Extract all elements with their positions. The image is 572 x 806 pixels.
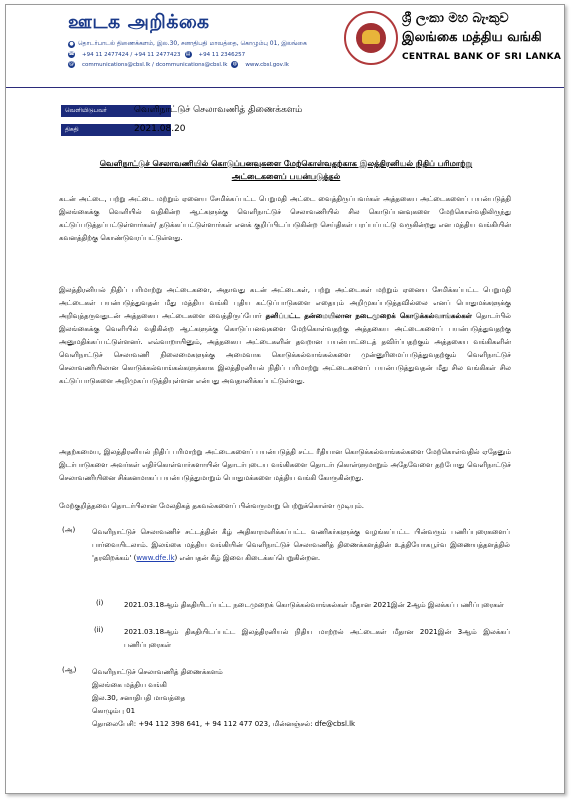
contact-street: இல.30, சனாதிபதி மாவத்தை xyxy=(92,694,186,702)
contact-department: வெளிநாட்டுச் செலாவணித் திணைக்களம் xyxy=(92,668,223,676)
fax-text: +94 11 2346257 xyxy=(198,51,246,58)
contact-bank: இலங்கை மத்திய வங்கி xyxy=(92,681,167,689)
item-b-label: (ஆ) xyxy=(62,666,77,674)
title-line-2: அட்டைகளைப் பயன்படுத்தல் xyxy=(231,172,341,181)
web-icon: ◍ xyxy=(232,61,238,67)
paragraph-4: மேற்குறித்தவை தொடர்பிலான மேலதிகத் தகவல்களைப் பின்வருமாறு பெற்றுக்கொள்ள முடியும். xyxy=(59,502,364,510)
bank-name-english: CENTRAL BANK OF SRI LANKA xyxy=(402,52,562,62)
press-release-page xyxy=(5,4,565,794)
phone-icon: ☎ xyxy=(68,51,75,57)
bank-name-sinhala: ශ්‍රී ලංකා මහ බැංකුව xyxy=(402,11,509,26)
cbsl-seal-logo xyxy=(344,11,398,65)
sub-item-ii-text: 2021.03.18ஆம் திகதியிடப்பட்ட இலத்திரனியல் நிதிய மாற்றல் அட்டைகள் மீதான 2021இன் 3ஆம் இலக்கப் பணிப்புரைகள் xyxy=(124,628,510,649)
contact-phone-email: தொலைபேசி: +94 112 398 641, + 94 112 477 023, மின்னஞ்சல்: dfe@cbsl.lk xyxy=(92,720,356,728)
email-icon: @ xyxy=(69,61,74,67)
date-label: திகதி xyxy=(61,124,171,136)
phone-text: +94 11 2477424 / +94 11 2477423 xyxy=(82,51,181,58)
paragraph-2: இலத்திரனியல் நிதிப் பரிமாற்று அட்டைகளை, அதாவது கடன் அட்டைகள், பற்று அட்டைகள் மற்றும் ஏனைய சேமிக்கப்பட்ட பெறுமதி அட்டைகள் பயன்படுத்துவதன் மீது மத்திய வங்கி புதிய கட்டுப்பாடுகளை எதையும் அறிமுகப்படுத்தவில்லை எனப் பொதுமக்களுக்கு அறிவுத்தருவதுடன் அத்தகைய அட்டைகளை வைத்திருப்போர் தனிப்பட்ட தன்மையிலான நடைமுறைக் கொடுக்கல்வாங்கல்கள் தொடர்பில் இலங்கைக்கு வெளியில் வதிகின்ற ஆட்களுக்கு கொடுப்பனவுகளை மேற்கொள்வதற்கு அத்தகைய அட்டைகளைப் பயன்படுத்துவதற்கு அனுமதிக்கப்பட்டுள்ளனர். எவ்வாறாயினும், அத்தகைய அட்டைகளின் தவறான பயன்பாட்டைத் தவிர்ப்பதற்கும் அத்தகைய வங்கிகளின் வெளிநாட்டுச் செலாவணி நிலைமைகளுக்கு அமைவாக கொடுக்கல்வாங்கல்களை முன்னுரிமைப்படுத்துவதற்கும் வெளிநாட்டுச் செலாவணியிலான கொடுக்கல்வாங்கல்களுக்காக இலத்திரனியல் நிதிப் பரிமாற்று அட்டைகளைப் பயன்படுத்துவதன் மீது சில வங்கிகள் சில கட்டுப்பாடுகளை அறிமுகப்படுத்தியுள்ளன என்பது அவதானிக்கப்பட்டுள்ளது. xyxy=(59,286,511,385)
item-a-label: (அ) xyxy=(62,526,76,534)
sub-item-i-text: 2021.03.18ஆம் திகதியிடப்பட்ட நடைமுறைக் கொடுக்கல்வாங்கல்கள் மீதான 2021இன் 2ஆம் இலக்கப் பணிப்புரைகள் xyxy=(124,601,504,609)
contact-block xyxy=(92,666,355,731)
masthead-left xyxy=(68,11,328,68)
sub-item-i-label: (i) xyxy=(96,599,104,607)
contact-city: கொழும்பு 01 xyxy=(92,707,136,715)
header-divider xyxy=(6,87,564,88)
location-icon: ● xyxy=(69,40,74,47)
paragraph-1: கடன் அட்டை, பற்று அட்டை மற்றும் ஏனைய சேமிக்கப்பட்ட பெறுமதி அட்டை வைத்திருப்பவர்கள் அத்தகைய அட்டைகளைப் பயன்படுத்தி இலங்கைக்கு வெளியில் வதிகின்ற ஆட்களுக்கு வெளிநாட்டுச் செலாவணியில் சில கொடுப்பனவுகளை மேற்கொள்வதிலிருந்து கட்டுப்படுத்தப்பட்டுள்ளார்கள்/ தடுக்கப்பட்டுள்ளார்கள் எனக் குறிப்பிடப்படுகின்ற செய்திகள் பரப்பப்பட்டு வருகின்றது என மத்திய வங்கியின் கவனத்திற்கு கொண்டுவரப்பட்டுள்ளது. xyxy=(59,195,511,242)
bank-name-tamil: இலங்கை மத்திய வங்கி xyxy=(402,30,542,45)
release-title xyxy=(66,157,506,183)
lion-emblem-icon xyxy=(362,30,380,44)
address-text: தொடர்பாடல் திணைக்களம், இல.30, சனாதிபதி மாவத்தை, கொழும்பு 01, இலங்கை xyxy=(78,40,307,47)
item-a-text: வெளிநாட்டுச் செலாவணிச் சட்டத்தின் கீழ் அதிகாரமளிக்கப்பட்ட வணிகர்களுக்கு வழங்கப்பட்ட பின்வரும் பணிப்புரைகளைப் பார்வையிடலாம். இலங்கை மத்திய வங்கியின் வெளிநாட்டுச் செலாவணித் திணைக்களத்தின் உத்தியோகபூர்வ இணையத்தளத்தில் 'தரவிறக்கம்' (www.dfe.lk) என்பதன் கீழ் இவை கிடைக்கப்பெறுகின்றன. xyxy=(92,528,510,562)
email-text[interactable]: communications@cbsl.lk / dcommunications@cbsl.lk xyxy=(82,61,228,68)
dfe-website-link[interactable]: www.dfe.lk xyxy=(136,554,175,562)
date-value: 2021.08.20 xyxy=(134,124,186,134)
issued-by-value: வெளிநாட்டுச் செலாவணித் திணைக்களம் xyxy=(134,105,303,115)
fax-icon: ▤ xyxy=(185,51,191,57)
website-link[interactable]: www.cbsl.gov.lk xyxy=(245,61,289,68)
paragraph-3: அதற்கமைய, இலத்திரனியல் நிதிப் பரிமாற்று அட்டைகளைப் பயன்படுத்தி சட்ட ரீதியான கொடுக்கல்வாங்கல்களை மேற்கொள்வதில் ஏதேனும் இடர்பாடுகளை அவர்கள் எதிர்கொள்வார்களாயின் தொடர்புடைய வங்கிகளை தொடர்புகொள்ளுமாறும் அதேவேளை தற்போது வெளிநாட்டுச் செலாவணியினை சிக்கனமாகப் பயன்படுத்துமாறும் பொதுமக்களை மத்திய வங்கி கோருகின்றது. xyxy=(59,448,511,482)
issued-by-label: வெளியிடுபவர் xyxy=(61,105,171,117)
masthead-right xyxy=(402,11,562,62)
press-release-heading: ஊடக அறிக்கை xyxy=(68,11,210,33)
title-line-1: வெளிநாட்டுச் செலாவணியில் கொடுப்பனவுகளை மேற்கொள்வதற்காக இலத்திரனியல் நிதிப் பரிமாற்று xyxy=(99,159,473,168)
paragraph-2-bold: தனிப்பட்ட தன்மையிலான நடைமுறைக் கொடுக்கல்வாங்கல்கள் xyxy=(265,312,472,320)
sub-item-ii-label: (ii) xyxy=(94,626,104,634)
